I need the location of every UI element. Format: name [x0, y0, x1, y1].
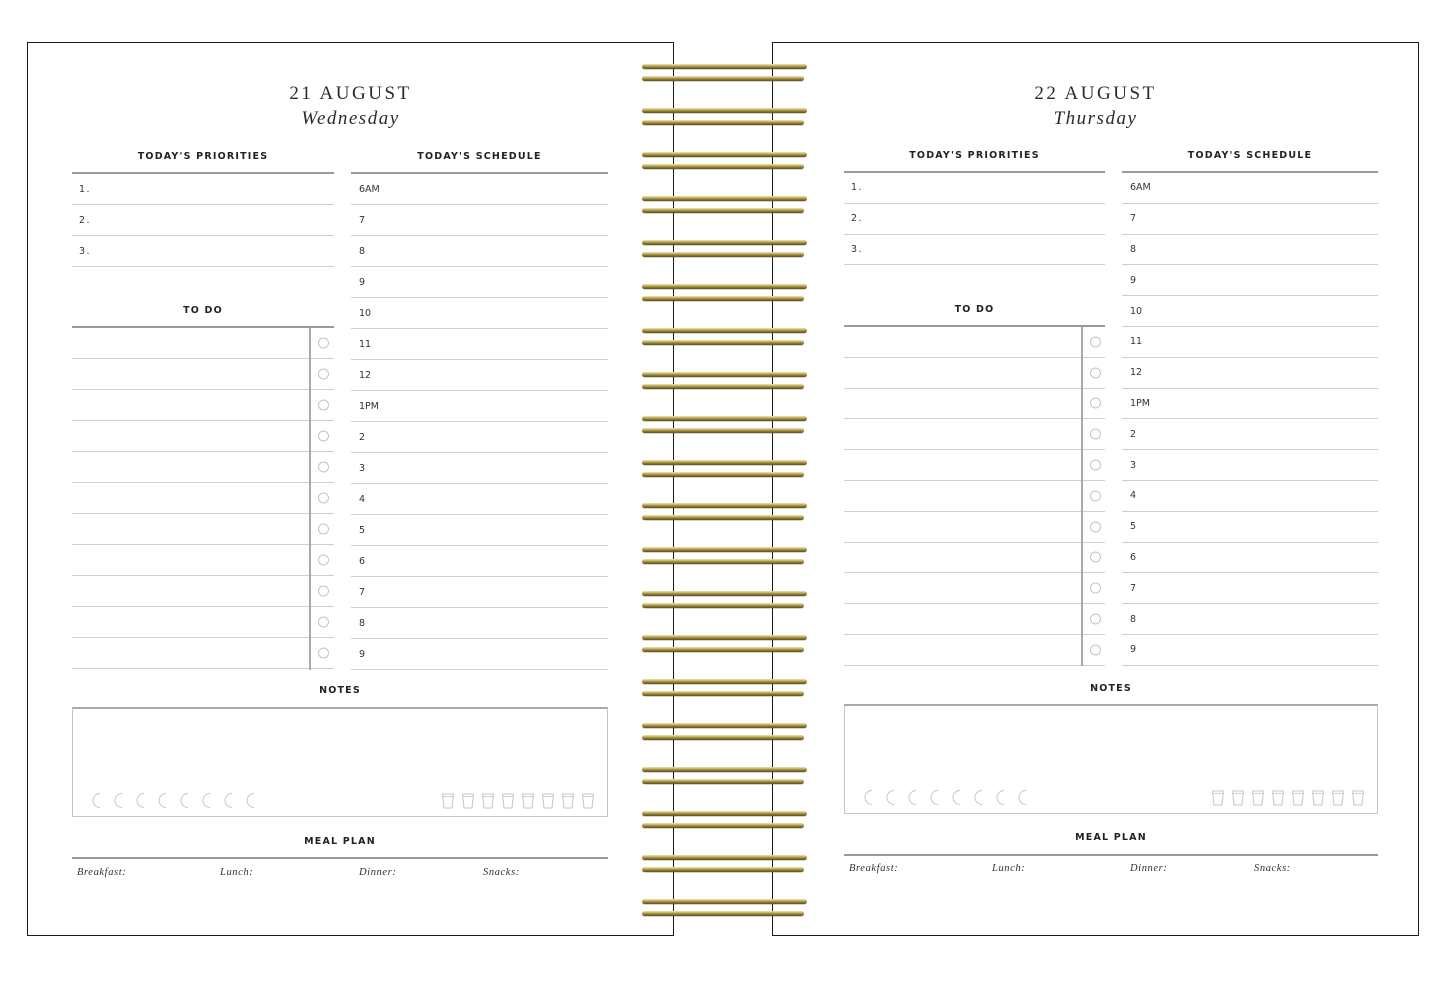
schedule-row[interactable] — [351, 360, 608, 391]
sleep-tracker — [89, 792, 261, 809]
schedule-time: 8 — [359, 245, 366, 257]
checkbox-circle-icon[interactable] — [1090, 490, 1101, 501]
todo-divider — [1081, 419, 1083, 450]
checkbox-circle-icon[interactable] — [1090, 398, 1101, 409]
priority-number: 2. — [79, 214, 92, 226]
schedule-time: 4 — [359, 493, 366, 505]
todo-row[interactable] — [844, 358, 1105, 389]
schedule-row[interactable] — [351, 267, 608, 298]
priority-number: 3. — [79, 245, 92, 257]
schedule-time: 3 — [1130, 459, 1137, 471]
todo-row[interactable] — [72, 390, 334, 421]
todo-divider — [1081, 512, 1083, 543]
schedule-time: 12 — [359, 369, 372, 381]
schedule-time: 9 — [359, 648, 366, 660]
checkbox-circle-icon[interactable] — [1090, 644, 1101, 655]
todo-list — [844, 325, 1105, 666]
todo-row[interactable] — [844, 450, 1105, 481]
crescent-moon-icon[interactable] — [993, 789, 1011, 806]
schedule-time: 6AM — [1130, 182, 1151, 194]
schedule-time: 8 — [359, 617, 366, 629]
water-glass-icon[interactable] — [560, 792, 576, 810]
checkbox-circle-icon[interactable] — [318, 462, 329, 473]
water-glass-icon[interactable] — [520, 792, 536, 810]
schedule-row[interactable] — [351, 577, 608, 608]
todo-divider — [1081, 635, 1083, 666]
priority-row[interactable] — [72, 174, 334, 205]
meal-plan-label: MEAL PLAN — [304, 836, 376, 847]
schedule-time: 8 — [1130, 243, 1137, 255]
crescent-moon-icon[interactable] — [89, 792, 107, 809]
meal-breakfast: Breakfast: — [77, 867, 127, 878]
water-tracker — [1210, 789, 1366, 807]
water-glass-icon[interactable] — [1310, 789, 1326, 807]
water-glass-icon[interactable] — [1210, 789, 1226, 807]
todo-label: TO DO — [183, 305, 223, 316]
schedule-row[interactable] — [1122, 358, 1378, 389]
schedule-time: 6 — [1130, 551, 1137, 563]
schedule-time: 7 — [1130, 213, 1137, 225]
crescent-moon-icon[interactable] — [905, 789, 923, 806]
schedule-time: 5 — [1130, 521, 1137, 533]
crescent-moon-icon[interactable] — [883, 789, 901, 806]
meal-plan-rule — [72, 857, 608, 859]
priorities-list — [72, 172, 334, 267]
checkbox-circle-icon[interactable] — [318, 524, 329, 535]
schedule-row[interactable] — [1122, 604, 1378, 635]
todo-row[interactable] — [844, 481, 1105, 512]
todo-divider — [1081, 604, 1083, 635]
todo-row[interactable] — [844, 543, 1105, 574]
schedule-row[interactable] — [351, 391, 608, 422]
todo-divider — [1081, 389, 1083, 420]
schedule-row[interactable] — [351, 515, 608, 546]
todo-divider — [1081, 543, 1083, 574]
schedule-time: 3 — [359, 462, 366, 474]
schedule-list — [1122, 171, 1378, 666]
notes-label: NOTES — [1090, 683, 1132, 694]
schedule-row[interactable] — [1122, 450, 1378, 481]
todo-row[interactable] — [844, 419, 1105, 450]
priority-row[interactable] — [844, 235, 1105, 266]
notes-box[interactable] — [72, 707, 608, 817]
crescent-moon-icon[interactable] — [221, 792, 239, 809]
todo-divider — [309, 576, 311, 608]
schedule-row[interactable] — [351, 174, 608, 205]
schedule-row[interactable] — [1122, 173, 1378, 204]
priority-number: 3. — [851, 243, 864, 255]
schedule-row[interactable] — [1122, 265, 1378, 296]
todo-row[interactable] — [72, 638, 334, 669]
schedule-time: 6AM — [359, 183, 380, 195]
todo-divider — [309, 514, 311, 546]
todo-row[interactable] — [844, 604, 1105, 635]
checkbox-circle-icon[interactable] — [318, 369, 329, 380]
checkbox-circle-icon[interactable] — [318, 493, 329, 504]
priorities-label: TODAY'S PRIORITIES — [137, 151, 269, 162]
crescent-moon-icon[interactable] — [111, 792, 129, 809]
schedule-row[interactable] — [1122, 573, 1378, 604]
meal-plan-rule — [844, 854, 1378, 856]
checkbox-circle-icon[interactable] — [1090, 552, 1101, 563]
schedule-time: 10 — [359, 307, 372, 319]
crescent-moon-icon[interactable] — [243, 792, 261, 809]
checkbox-circle-icon[interactable] — [318, 648, 329, 659]
todo-divider — [309, 545, 311, 577]
todo-row[interactable] — [844, 573, 1105, 604]
todo-label: TO DO — [954, 304, 995, 315]
checkbox-circle-icon[interactable] — [1090, 521, 1101, 532]
todo-divider — [309, 638, 311, 670]
water-glass-icon[interactable] — [1250, 789, 1266, 807]
priority-number: 2. — [851, 213, 864, 225]
todo-divider — [1081, 327, 1083, 358]
schedule-time: 9 — [1130, 274, 1137, 286]
checkbox-circle-icon[interactable] — [318, 338, 329, 349]
checkbox-circle-icon[interactable] — [318, 617, 329, 628]
schedule-row[interactable] — [351, 453, 608, 484]
schedule-time: 2 — [1130, 428, 1137, 440]
schedule-row[interactable] — [1122, 327, 1378, 358]
checkbox-circle-icon[interactable] — [318, 400, 329, 411]
water-glass-icon[interactable] — [540, 792, 556, 810]
todo-divider — [309, 359, 311, 391]
crescent-moon-icon[interactable] — [949, 789, 967, 806]
water-glass-icon[interactable] — [500, 792, 516, 810]
water-glass-icon[interactable] — [580, 792, 596, 810]
meal-breakfast: Breakfast: — [849, 863, 899, 874]
schedule-row[interactable] — [1122, 389, 1378, 420]
schedule-row[interactable] — [1122, 635, 1378, 666]
todo-divider — [1081, 358, 1083, 389]
notes-box[interactable] — [844, 704, 1378, 814]
checkbox-circle-icon[interactable] — [318, 586, 329, 597]
schedule-list — [351, 172, 608, 670]
schedule-row[interactable] — [351, 236, 608, 267]
todo-row[interactable] — [72, 328, 334, 359]
water-tracker — [440, 792, 596, 810]
todo-divider — [309, 452, 311, 484]
crescent-moon-icon[interactable] — [199, 792, 217, 809]
water-glass-icon[interactable] — [1330, 789, 1346, 807]
schedule-time: 8 — [1130, 613, 1137, 625]
checkbox-circle-icon[interactable] — [318, 431, 329, 442]
date-title: 21 AUGUST — [289, 83, 412, 104]
checkbox-circle-icon[interactable] — [1090, 367, 1101, 378]
checkbox-circle-icon[interactable] — [1090, 614, 1101, 625]
checkbox-circle-icon[interactable] — [1090, 429, 1101, 440]
todo-divider — [309, 390, 311, 422]
schedule-time: 2 — [359, 431, 366, 443]
schedule-time: 9 — [1130, 644, 1137, 656]
todo-row[interactable] — [72, 421, 334, 452]
checkbox-circle-icon[interactable] — [1090, 460, 1101, 471]
schedule-time: 6 — [359, 555, 366, 567]
todo-row[interactable] — [72, 483, 334, 514]
todo-row[interactable] — [844, 635, 1105, 666]
schedule-row[interactable] — [351, 298, 608, 329]
crescent-moon-icon[interactable] — [155, 792, 173, 809]
planner-page-right — [772, 42, 1419, 936]
planner-page-left — [27, 42, 674, 936]
priorities-label: TODAY'S PRIORITIES — [909, 150, 1040, 161]
todo-row[interactable] — [72, 359, 334, 390]
weekday-title: Wednesday — [301, 108, 400, 129]
schedule-time: 7 — [359, 214, 366, 226]
todo-divider — [309, 328, 311, 360]
schedule-label: TODAY'S SCHEDULE — [417, 151, 542, 162]
priority-number: 1. — [79, 183, 92, 195]
meal-lunch: Lunch: — [220, 867, 254, 878]
todo-row[interactable] — [72, 576, 334, 607]
water-glass-icon[interactable] — [440, 792, 456, 810]
crescent-moon-icon[interactable] — [927, 789, 945, 806]
meal-snacks: Snacks: — [1254, 863, 1291, 874]
todo-divider — [1081, 573, 1083, 604]
todo-divider — [309, 483, 311, 515]
schedule-time: 7 — [1130, 582, 1137, 594]
water-glass-icon[interactable] — [1350, 789, 1366, 807]
priority-number: 1. — [851, 182, 864, 194]
todo-row[interactable] — [72, 607, 334, 638]
schedule-row[interactable] — [351, 329, 608, 360]
crescent-moon-icon[interactable] — [1015, 789, 1033, 806]
schedule-row[interactable] — [1122, 543, 1378, 574]
date-title: 22 AUGUST — [1034, 83, 1157, 104]
priority-row[interactable] — [844, 204, 1105, 235]
schedule-row[interactable] — [351, 484, 608, 515]
crescent-moon-icon[interactable] — [133, 792, 151, 809]
priority-row[interactable] — [72, 236, 334, 267]
todo-divider — [1081, 450, 1083, 481]
water-glass-icon[interactable] — [1290, 789, 1306, 807]
schedule-time: 11 — [1130, 336, 1143, 348]
crescent-moon-icon[interactable] — [971, 789, 989, 806]
checkbox-circle-icon[interactable] — [1090, 583, 1101, 594]
sleep-tracker — [861, 789, 1033, 806]
schedule-row[interactable] — [351, 608, 608, 639]
todo-row[interactable] — [844, 389, 1105, 420]
schedule-time: 1PM — [1130, 397, 1150, 409]
todo-list — [72, 326, 334, 669]
schedule-row[interactable] — [351, 639, 608, 670]
water-glass-icon[interactable] — [1270, 789, 1286, 807]
priorities-list — [844, 171, 1105, 265]
schedule-row[interactable] — [1122, 296, 1378, 327]
priority-row[interactable] — [72, 205, 334, 236]
schedule-row[interactable] — [1122, 419, 1378, 450]
schedule-row[interactable] — [351, 205, 608, 236]
todo-row[interactable] — [844, 512, 1105, 543]
schedule-row[interactable] — [351, 422, 608, 453]
todo-divider — [309, 607, 311, 639]
schedule-row[interactable] — [351, 546, 608, 577]
schedule-row[interactable] — [1122, 512, 1378, 543]
schedule-time: 11 — [359, 338, 372, 350]
crescent-moon-icon[interactable] — [861, 789, 879, 806]
schedule-time: 12 — [1130, 367, 1143, 379]
priority-row[interactable] — [844, 173, 1105, 204]
todo-row[interactable] — [72, 452, 334, 483]
schedule-row[interactable] — [1122, 204, 1378, 235]
meal-snacks: Snacks: — [483, 867, 520, 878]
schedule-time: 4 — [1130, 490, 1137, 502]
water-glass-icon[interactable] — [1230, 789, 1246, 807]
checkbox-circle-icon[interactable] — [1090, 336, 1101, 347]
weekday-title: Thursday — [1053, 108, 1138, 129]
schedule-time: 10 — [1130, 305, 1143, 317]
todo-divider — [1081, 481, 1083, 512]
schedule-time: 1PM — [359, 400, 379, 412]
todo-row[interactable] — [72, 514, 334, 545]
water-glass-icon[interactable] — [480, 792, 496, 810]
checkbox-circle-icon[interactable] — [318, 555, 329, 566]
schedule-time: 7 — [359, 586, 366, 598]
meal-dinner: Dinner: — [1130, 863, 1168, 874]
meal-plan-label: MEAL PLAN — [1075, 832, 1147, 843]
todo-divider — [309, 421, 311, 453]
water-glass-icon[interactable] — [460, 792, 476, 810]
schedule-row[interactable] — [1122, 235, 1378, 266]
meal-lunch: Lunch: — [992, 863, 1026, 874]
schedule-time: 9 — [359, 276, 366, 288]
schedule-label: TODAY'S SCHEDULE — [1187, 150, 1313, 161]
todo-row[interactable] — [72, 545, 334, 576]
notes-label: NOTES — [319, 685, 361, 696]
crescent-moon-icon[interactable] — [177, 792, 195, 809]
schedule-row[interactable] — [1122, 481, 1378, 512]
meal-dinner: Dinner: — [359, 867, 397, 878]
schedule-time: 5 — [359, 524, 366, 536]
todo-row[interactable] — [844, 327, 1105, 358]
